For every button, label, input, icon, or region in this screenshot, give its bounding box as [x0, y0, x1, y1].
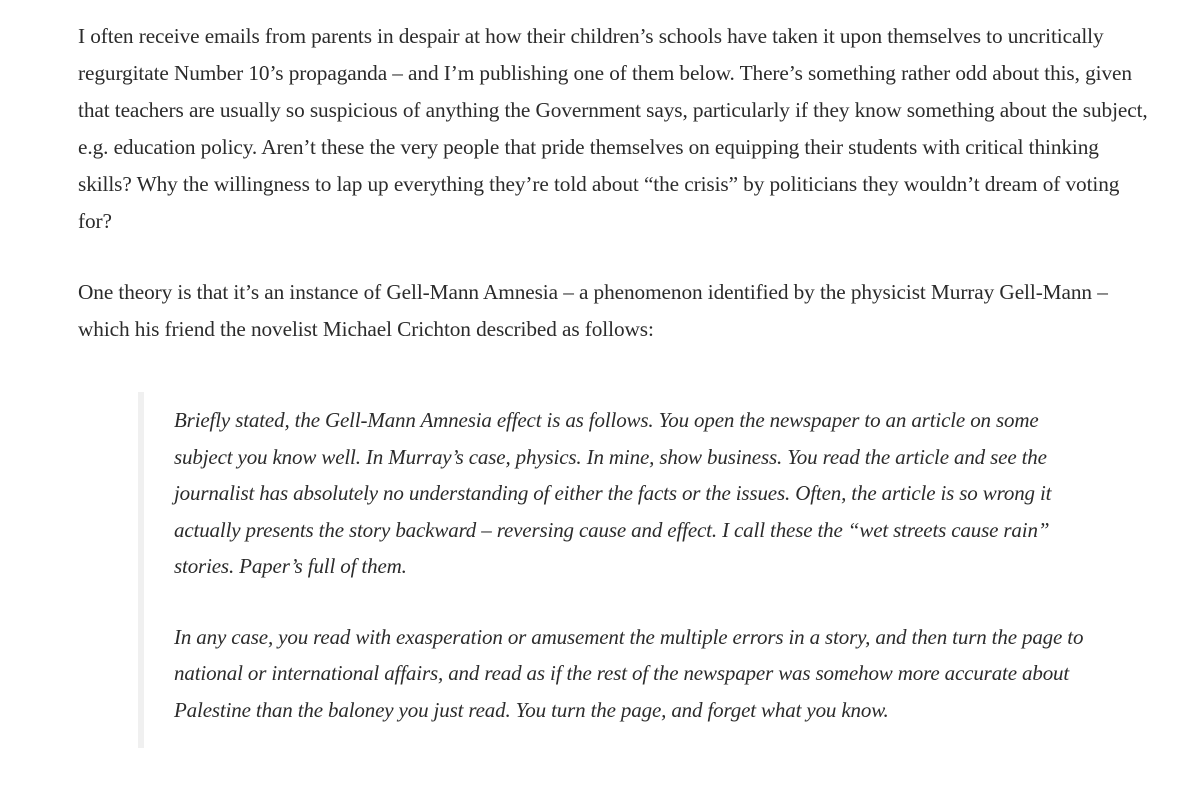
crichton-blockquote	[138, 392, 1114, 748]
intro-paragraph: I often receive emails from parents in despair at how their children’s schools have taken it upon themselves to uncritically regurgitate Number 10’s propaganda – and I’m publishing one of them below. There’s something rather odd about this, given that teachers are usually so suspicious of anything the Government says, particularly if they know something about the subject, e.g. education policy. Aren’t these the very people that pride themselves on equipping their students with critical thinking skills? Why the willingness to lap up everything they’re told about “the crisis” by politicians they wouldn’t dream of voting for?	[78, 24, 1148, 233]
quote-paragraph-1: Briefly stated, the Gell-Mann Amnesia effect is as follows. You open the newspaper to an article on some subject you know well. In Murray’s case, physics. In mine, show business. You read the article and see the journalist has absolutely no understanding of either the facts or the issues. Often, the article is so wrong it actually presents the story backward – reversing cause and effect. I call these the “wet streets cause rain” stories. Paper’s full of them.	[174, 408, 1052, 578]
article-body	[78, 18, 1148, 748]
quote-paragraph-2: In any case, you read with exasperation or amusement the multiple errors in a story, and then turn the page to national or international affairs, and read as if the rest of the newspaper was somehow more accurate about Palestine than the baloney you just read. You turn the page, and forget what you know.	[174, 624, 1084, 722]
theory-paragraph: One theory is that it’s an instance of Gell-Mann Amnesia – a phenomenon identified by the physicist Murray Gell-Mann – which his friend the novelist Michael Crichton described as follows:	[78, 280, 1108, 341]
